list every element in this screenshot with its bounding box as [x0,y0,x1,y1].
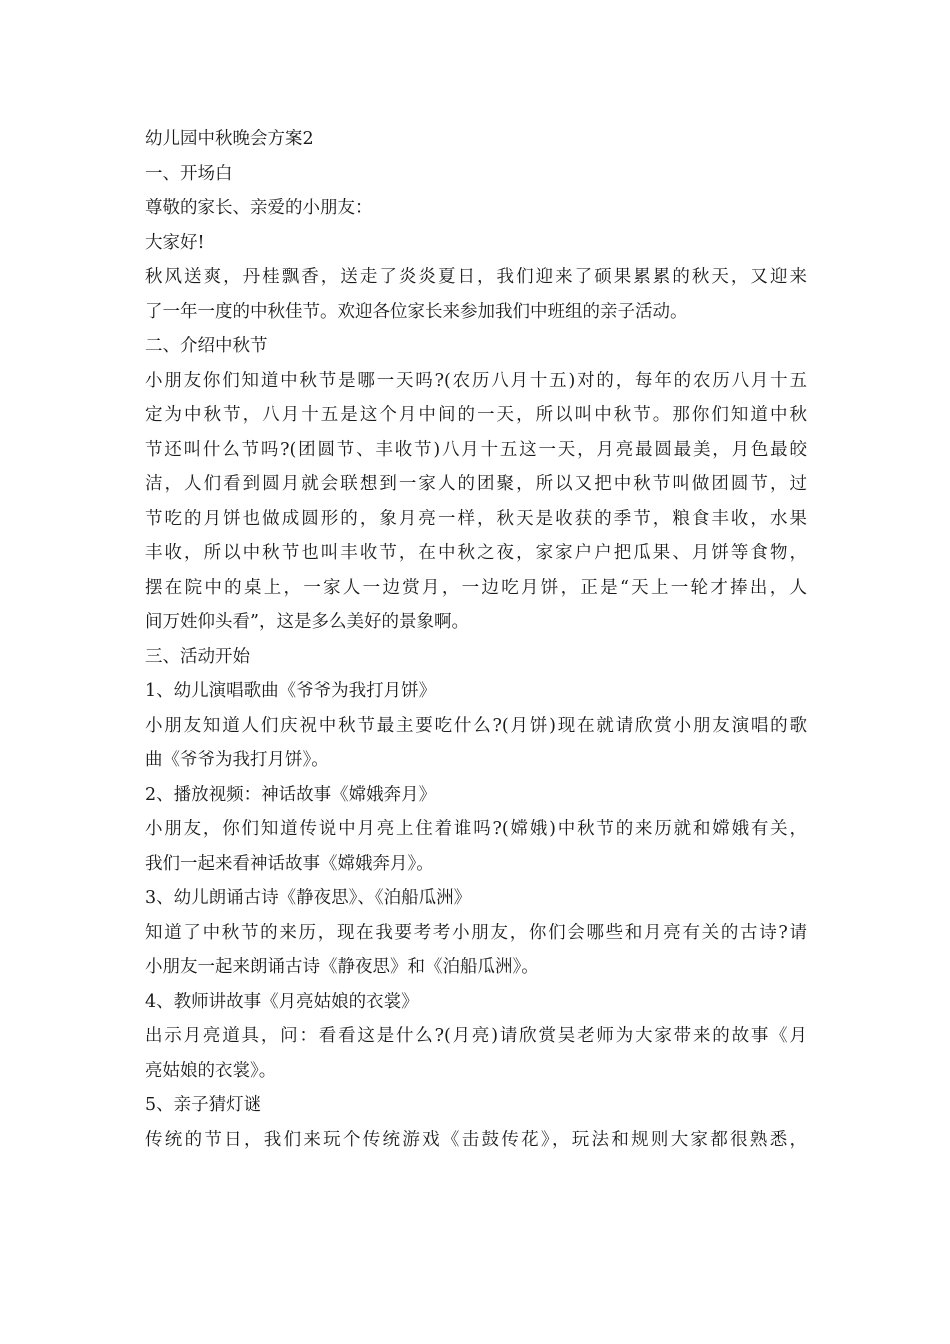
document-title: 幼儿园中秋晚会方案2 [145,129,314,149]
paragraph-line: 大家好! [145,232,205,253]
paragraph-line: 知道了中秋节的来历，现在我要考考小朋友，你们会哪些和月亮有关的古诗?请 [145,922,807,943]
activity-heading: 5、亲子猜灯谜 [145,1095,262,1115]
paragraph-line: 了一年一度的中秋佳节。欢迎各位家长来参加我们中班组的亲子活动。 [145,301,688,322]
section-heading-activities: 三、活动开始 [145,646,250,667]
paragraph-line: 小朋友你们知道中秋节是哪一天吗?(农历八月十五)对的，每年的农历八月十五 [145,370,807,391]
section-heading-opening: 一、开场白 [145,163,233,184]
paragraph-line: 小朋友，你们知道传说中月亮上住着谁吗?(嫦娥)中秋节的来历就和嫦娥有关， [145,819,807,839]
paragraph-line: 丰收，所以中秋节也叫丰收节，在中秋之夜，家家户户把瓜果、月饼等食物， [145,543,807,563]
paragraph-line: 摆在院中的桌上，一家人一边赏月，一边吃月饼，正是“天上一轮才捧出，人 [145,577,807,598]
paragraph-line: 节吃的月饼也做成圆形的，象月亮一样，秋天是收获的季节，粮食丰收，水果 [145,508,807,529]
paragraph-line: 小朋友知道人们庆祝中秋节最主要吃什么?(月饼)现在就请欣赏小朋友演唱的歌 [145,715,807,736]
activity-heading: 1、幼儿演唱歌曲《爷爷为我打月饼》 [145,681,437,701]
document-page [145,122,807,1157]
paragraph-line: 曲《爷爷为我打月饼》。 [145,750,329,770]
paragraph-line: 洁，人们看到圆月就会联想到一家人的团聚，所以又把中秋节叫做团圆节，过 [145,474,807,494]
paragraph-line: 间万姓仰头看”，这是多么美好的景象啊。 [145,612,469,632]
paragraph-line: 尊敬的家长、亲爱的小朋友： [145,198,373,218]
activity-heading: 4、教师讲故事《月亮姑娘的衣裳》 [145,991,419,1012]
paragraph-line: 亮姑娘的衣裳》。 [145,1060,277,1081]
paragraph-line: 节还叫什么节吗?(团圆节、丰收节)八月十五这一天，月亮最圆最美，月色最皎 [145,439,807,460]
section-heading-introduction: 二、介绍中秋节 [145,336,268,356]
paragraph-line: 传统的节日，我们来玩个传统游戏《击鼓传花》，玩法和规则大家都很熟悉， [145,1129,807,1150]
paragraph-line: 定为中秋节，八月十五是这个月中间的一天，所以叫中秋节。那你们知道中秋 [145,405,807,425]
paragraph-line: 秋风送爽，丹桂飘香，送走了炎炎夏日，我们迎来了硕果累累的秋天，又迎来 [145,267,807,287]
paragraph-line: 小朋友一起来朗诵古诗《静夜思》和《泊船瓜洲》。 [145,957,539,977]
activity-heading: 2、播放视频：神话故事《嫦娥奔月》 [145,784,437,805]
paragraph-line: 出示月亮道具，问：看看这是什么?(月亮)请欣赏吴老师为大家带来的故事《月 [145,1026,807,1046]
paragraph-line: 我们一起来看神话故事《嫦娥奔月》。 [145,853,434,874]
activity-heading: 3、幼儿朗诵古诗《静夜思》、《泊船瓜洲》 [145,888,472,908]
